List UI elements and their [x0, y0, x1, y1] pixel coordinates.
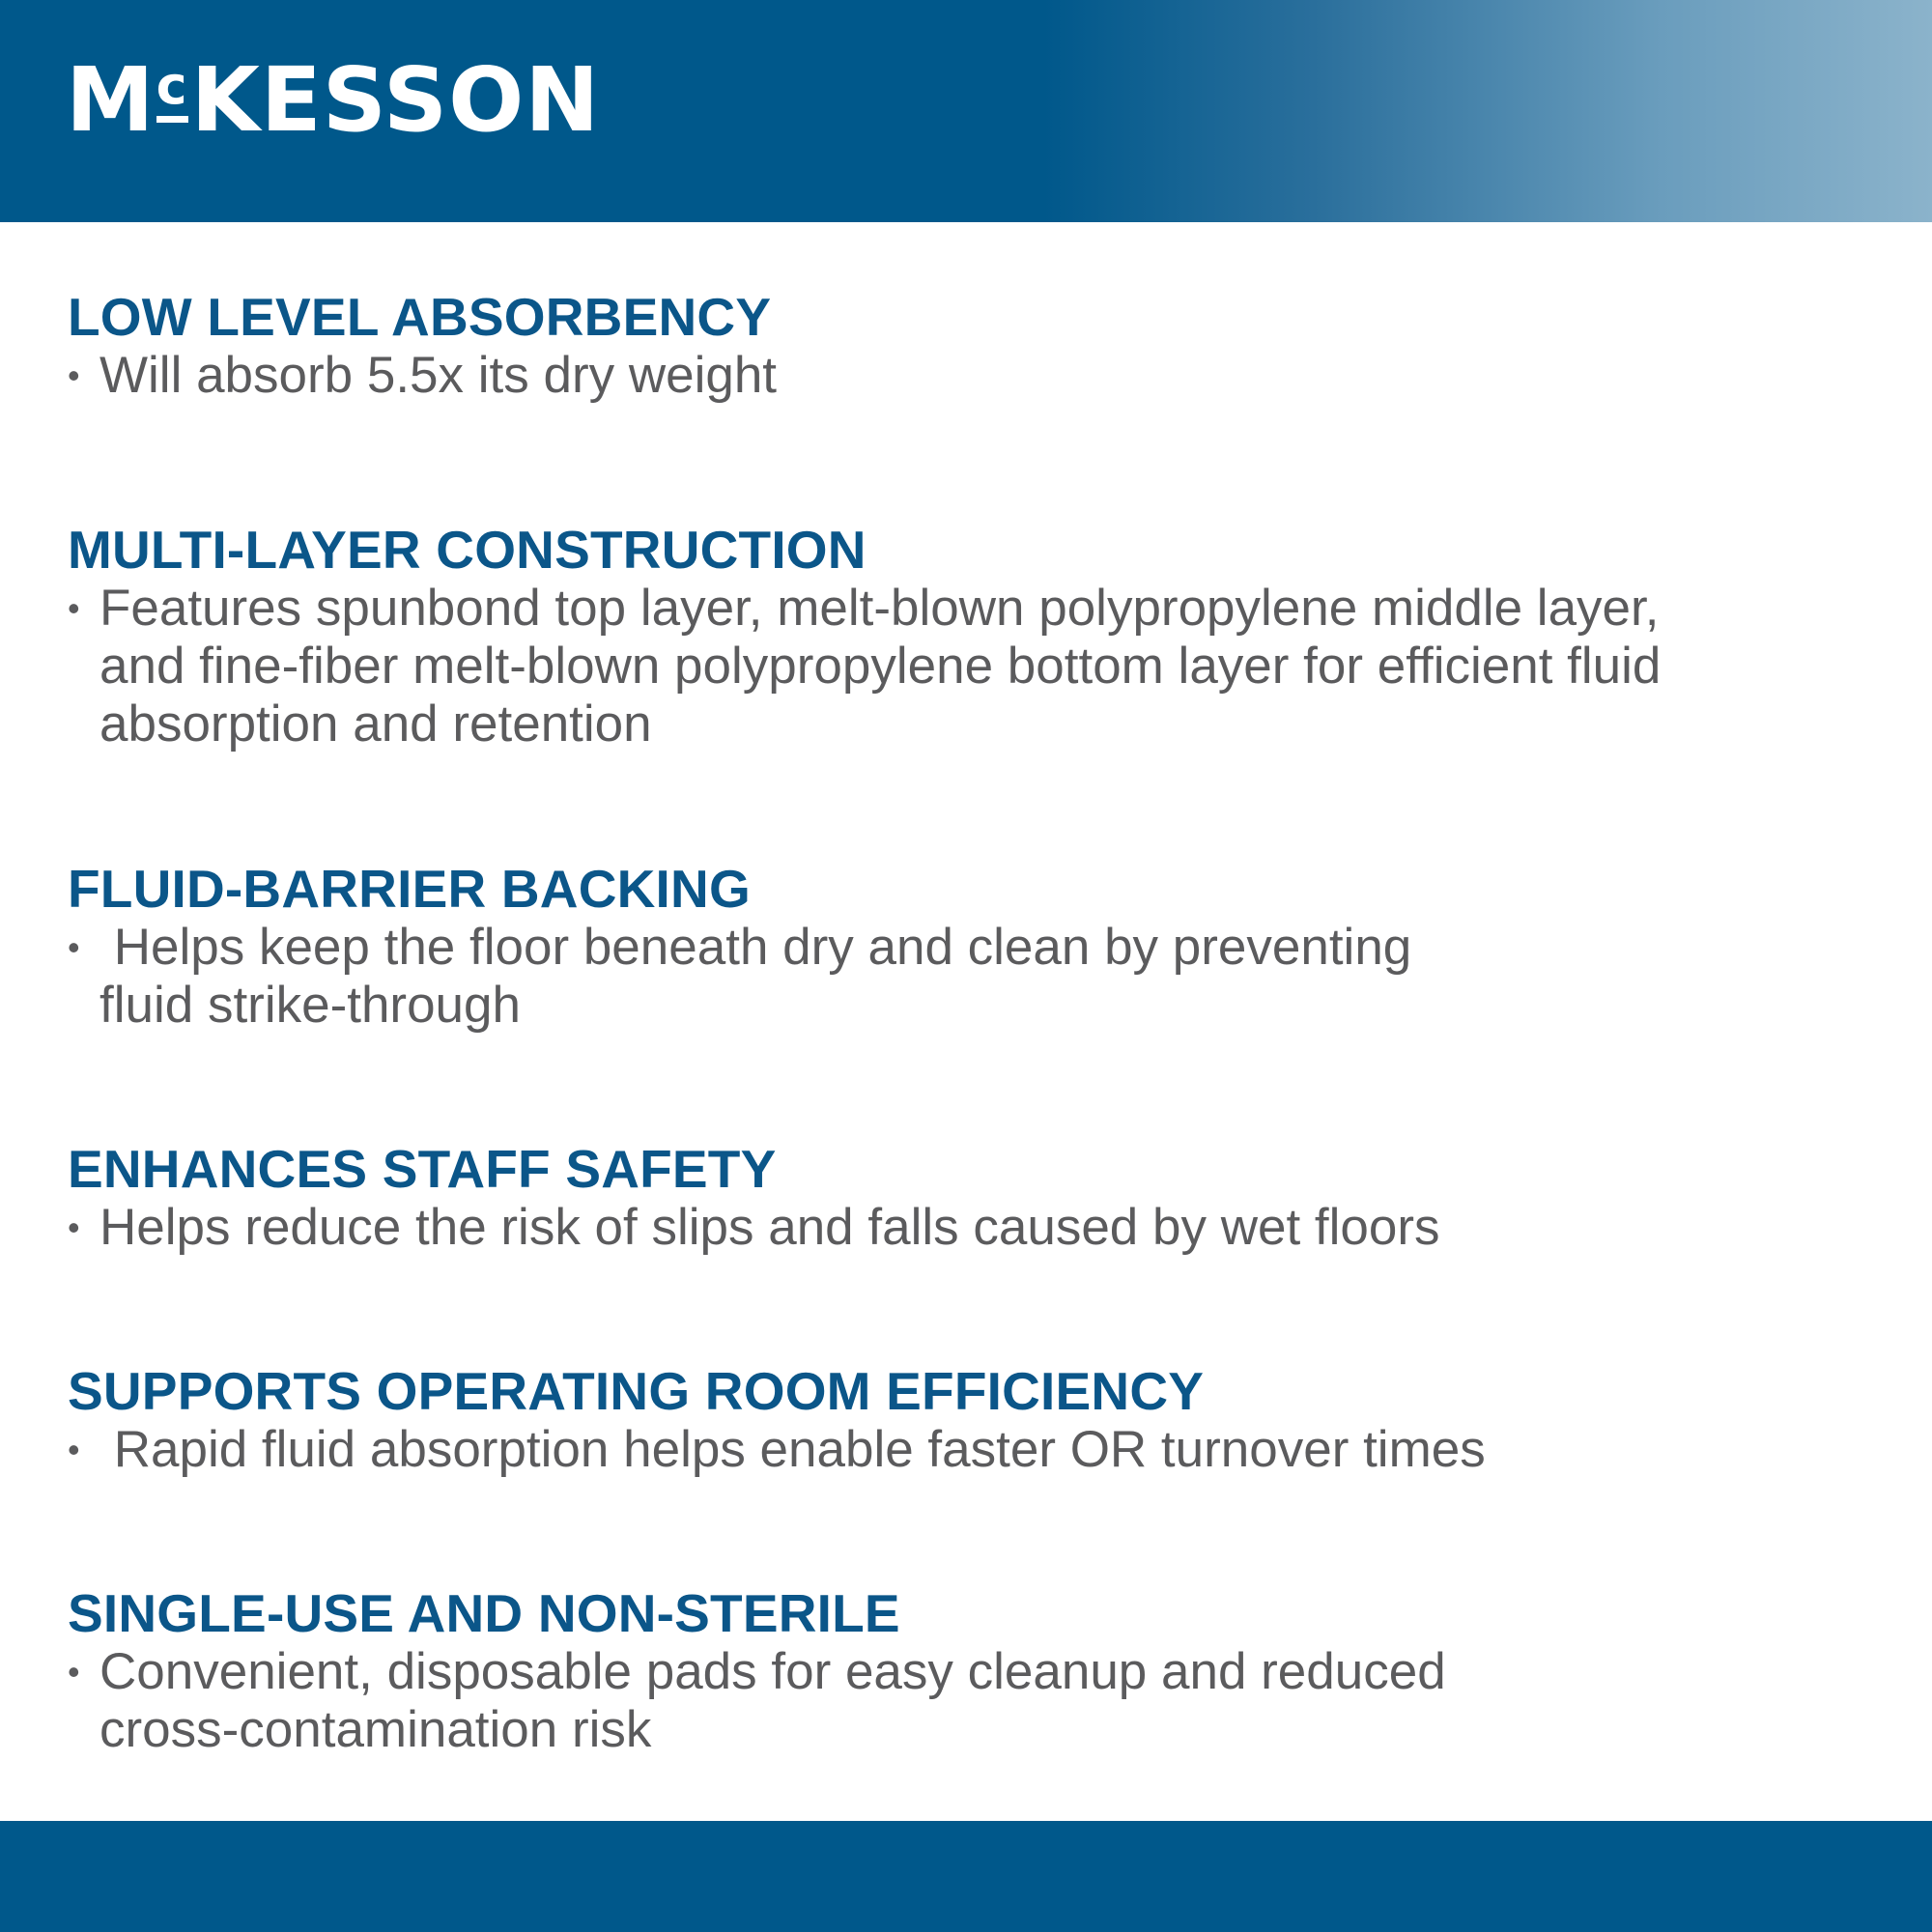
feature-bullet: [68, 347, 1864, 405]
feature-bullet: [68, 1199, 1864, 1257]
logo-letter-c: c: [156, 60, 188, 123]
feature-single-use-and-non-sterile: [68, 1583, 1864, 1759]
feature-bullet: [68, 1421, 1864, 1479]
feature-supports-operating-room-efficiency: [68, 1361, 1864, 1479]
bullet-dot: •: [68, 588, 80, 628]
bullet-text-line: Will absorb 5.5x its dry weight: [99, 347, 778, 404]
feature-heading: SINGLE-USE AND NON-STERILE: [68, 1583, 900, 1643]
bullet-text-line: Helps reduce the risk of slips and falls caused by wet floors: [99, 1199, 1440, 1256]
feature-heading: ENHANCES STAFF SAFETY: [68, 1139, 777, 1199]
feature-bullet: [68, 919, 1864, 1035]
footer-banner: [0, 1821, 1932, 1932]
logo-letter-m: M: [66, 48, 156, 152]
bullet-text-line: Features spunbond top layer, melt-blown polypropylene middle layer,: [99, 580, 1660, 637]
feature-fluid-barrier-backing: [68, 859, 1864, 1035]
bullet-text-line: cross-contamination risk: [99, 1701, 652, 1758]
feature-enhances-staff-safety: [68, 1139, 1864, 1257]
bullet-dot: •: [68, 927, 80, 967]
bullet-text-line: and fine-fiber melt-blown polypropylene bottom layer for efficient fluid: [99, 638, 1662, 695]
bullet-dot: •: [68, 1430, 80, 1469]
bullet-text-line: Helps keep the floor beneath dry and clean by preventing: [99, 919, 1412, 976]
bullet-text-line: Convenient, disposable pads for easy cleanup and reduced: [99, 1643, 1446, 1700]
feature-low-level-absorbency: [68, 287, 1864, 405]
feature-heading: FLUID-BARRIER BACKING: [68, 859, 751, 919]
header-banner: [0, 0, 1932, 222]
bullet-text-line: absorption and retention: [99, 696, 652, 753]
feature-heading: SUPPORTS OPERATING ROOM EFFICIENCY: [68, 1361, 1205, 1421]
feature-heading: MULTI-LAYER CONSTRUCTION: [68, 520, 867, 580]
bullet-text-line: Rapid fluid absorption helps enable faster OR turnover times: [99, 1421, 1486, 1478]
feature-heading: LOW LEVEL ABSORBENCY: [68, 287, 772, 347]
mckesson-logo: [66, 48, 601, 152]
bullet-text-line: fluid strike-through: [99, 977, 521, 1034]
feature-bullet: [68, 1643, 1864, 1759]
feature-multi-layer-construction: [68, 520, 1864, 753]
bullet-dot: •: [68, 355, 80, 395]
bullet-dot: •: [68, 1652, 80, 1691]
logo-letters-kesson: KESSON: [190, 48, 601, 152]
bullet-dot: •: [68, 1208, 80, 1247]
feature-bullet: [68, 580, 1864, 753]
